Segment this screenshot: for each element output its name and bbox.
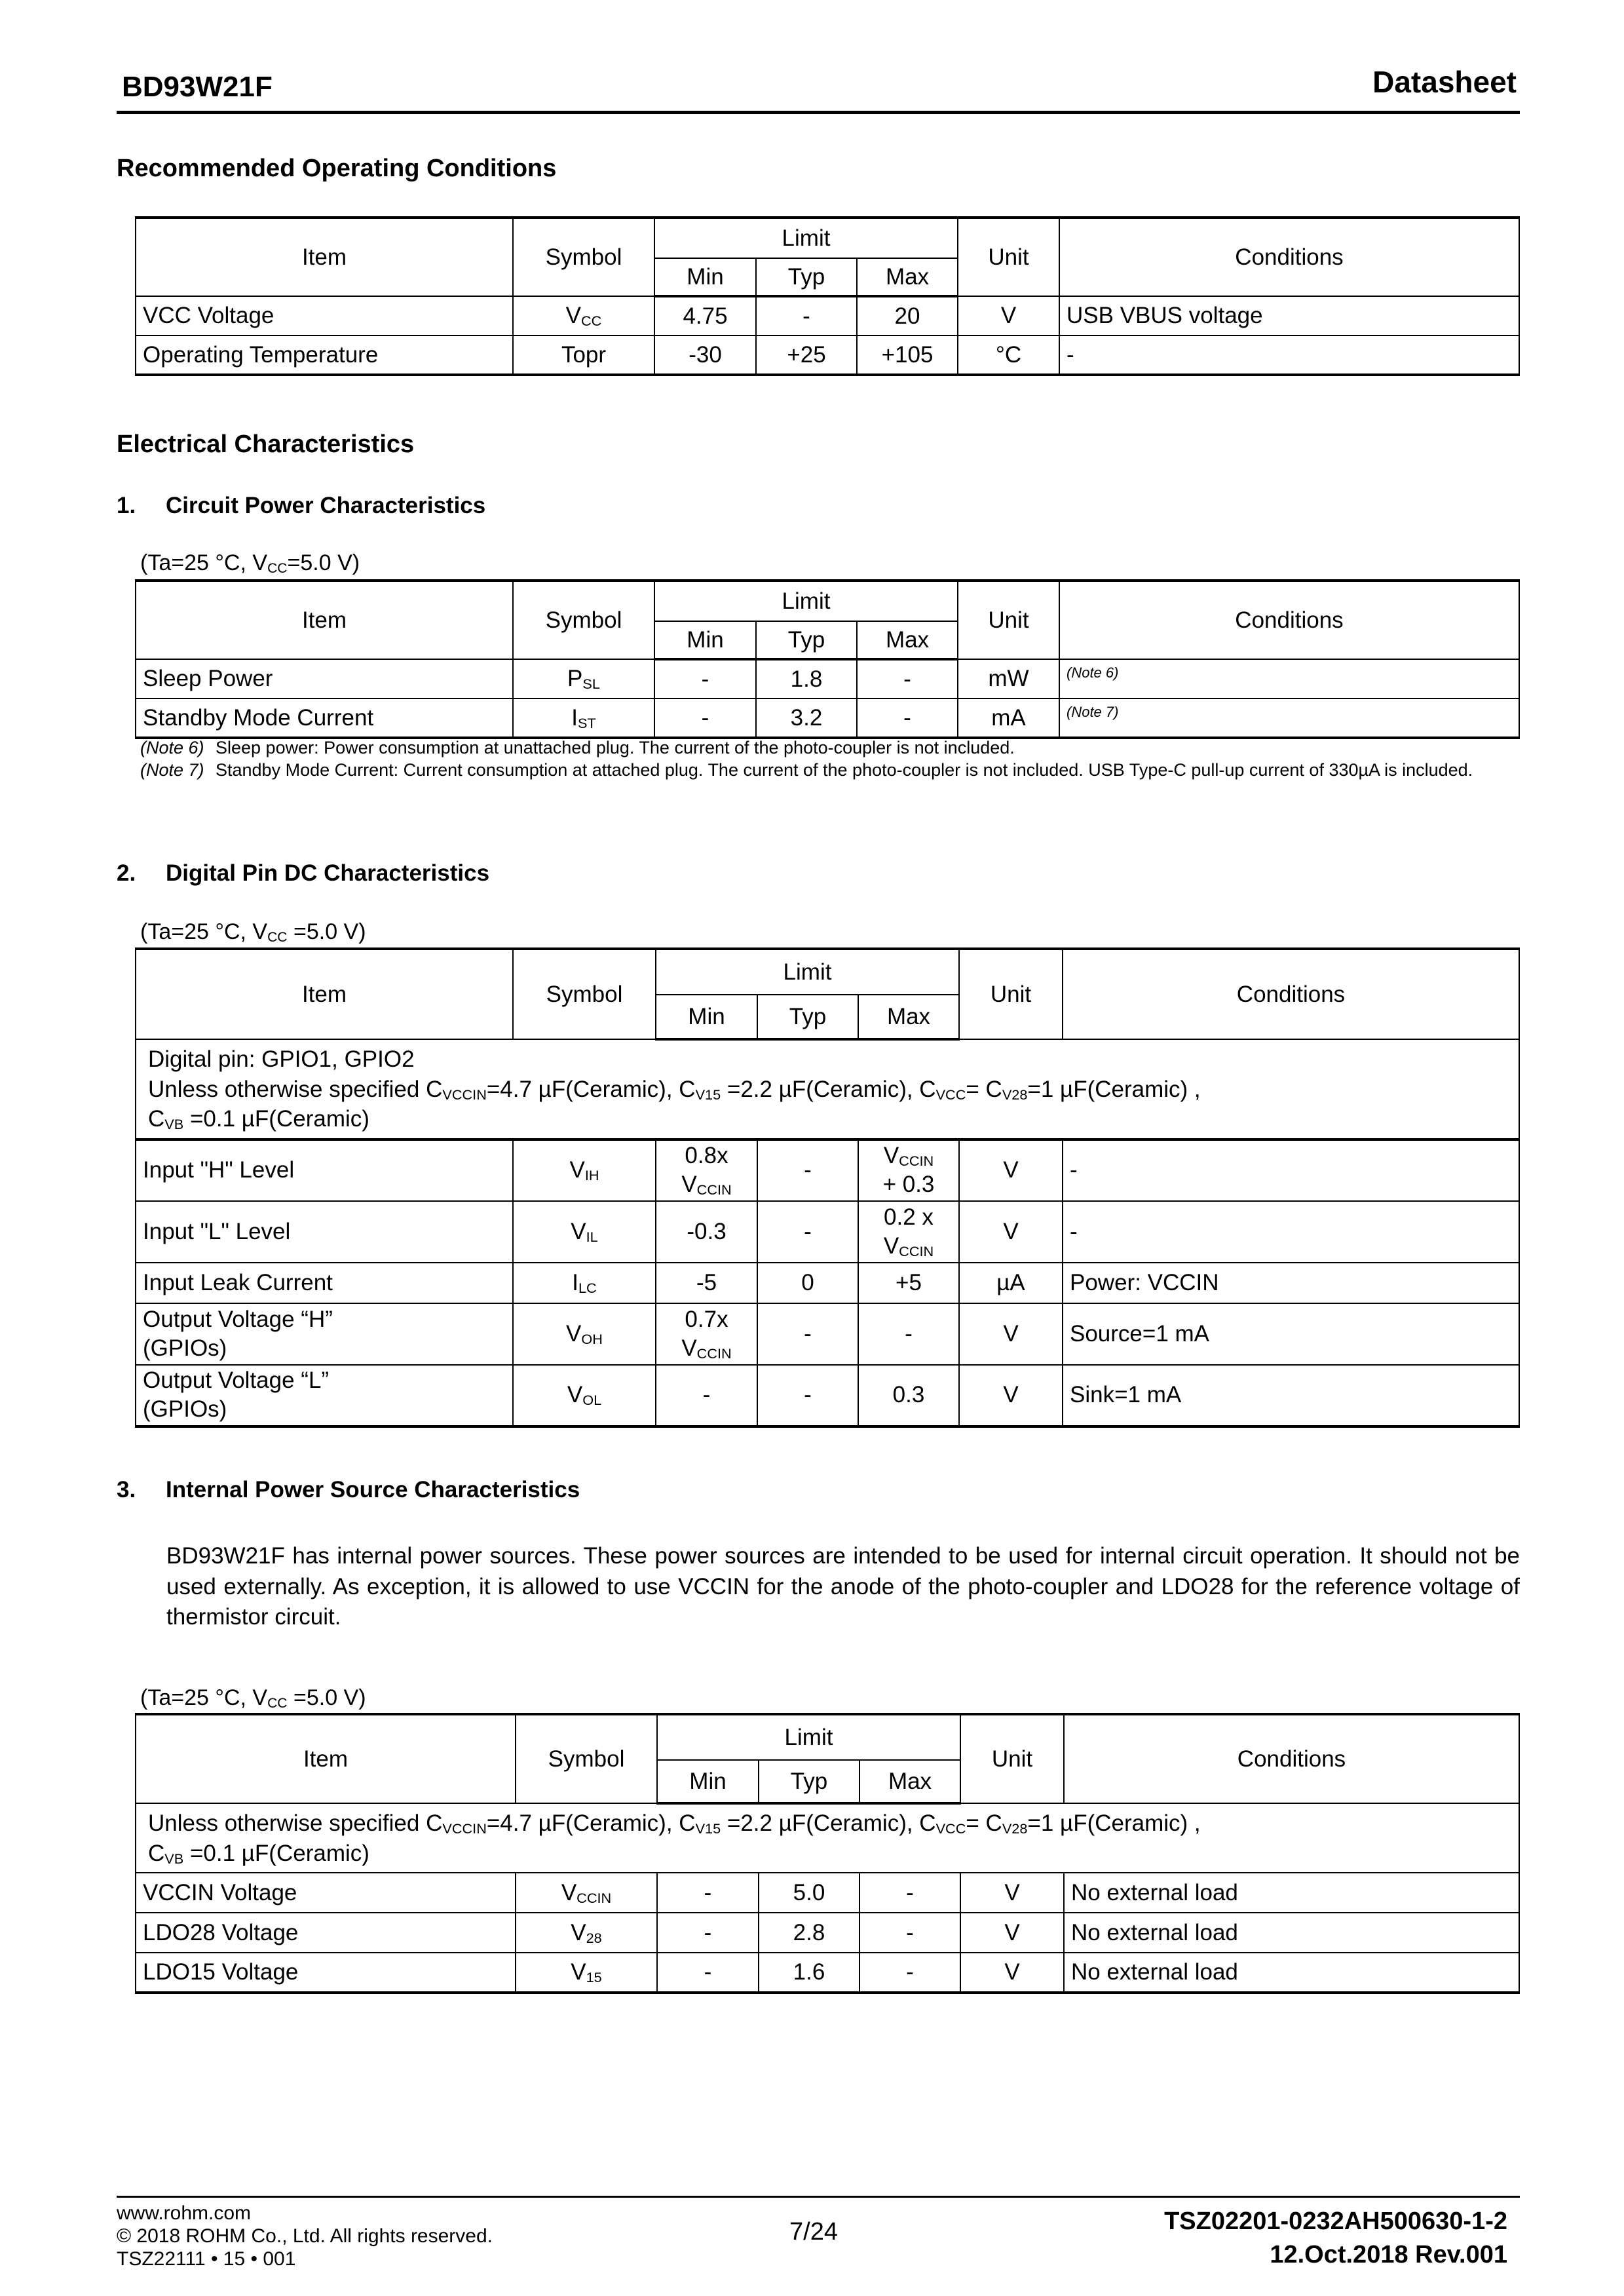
cell-item: LDO28 Voltage: [136, 1913, 516, 1953]
cell-symbol: $I_{ST}$: [513, 698, 654, 738]
col-max: Max: [857, 621, 958, 659]
col-typ: Typ: [756, 621, 857, 659]
col-min: Min: [654, 621, 756, 659]
capacitor-spec: Unless otherwise specified $C_{VCCIN}=4.7$ µF(Ceramic), $C_{V15} =2.2$ µF(Ceramic), $C_{VCC}= C_{V28}=1$ µF(Ceramic) , $C_{VB} =0.1$ µF(Ceramic): [136, 1803, 1519, 1873]
cell-min: 0.7x $V_{CCIN}$: [656, 1303, 757, 1365]
table-row: [136, 698, 1519, 738]
footnote: (Note 7) Standby Mode Current: Current consumption at attached plug. The current of the photo-coupler is not included. USB Type-C pull-up current of 330µA is included.: [140, 759, 1473, 780]
table-header-row: [136, 1714, 1519, 1760]
col-symbol: Symbol: [513, 218, 654, 296]
col-conditions: Conditions: [1063, 949, 1519, 1039]
table-row: [136, 1913, 1519, 1953]
cell-typ: 1.6: [759, 1953, 859, 1993]
cell-max: -: [859, 1873, 960, 1913]
cell-item: Output Voltage “L” (GPIOs): [136, 1365, 513, 1426]
cell-min: -: [654, 698, 756, 738]
col-limit: Limit: [656, 949, 959, 995]
cell-unit: °C: [958, 335, 1059, 375]
col-symbol: Symbol: [513, 581, 654, 659]
cell-typ: -: [757, 1303, 858, 1365]
cell-symbol: $V_{15}$: [516, 1953, 657, 1993]
doc-number: TSZ02201-0232AH500630-1-2: [1164, 2208, 1507, 2235]
test-conditions: (Ta=25 °C, $V_{CC} =5.0$ V): [140, 919, 366, 945]
col-item: Item: [136, 581, 513, 659]
section-title-electrical: Electrical Characteristics: [117, 430, 415, 458]
table-row: [136, 296, 1519, 335]
table-header-row: [136, 581, 1519, 621]
col-min: Min: [657, 1760, 759, 1803]
cell-conditions: No external load: [1064, 1953, 1519, 1993]
col-unit: Unit: [960, 1714, 1064, 1803]
table-row: [136, 335, 1519, 375]
cell-unit: V: [960, 1873, 1064, 1913]
cell-unit: V: [959, 1201, 1063, 1263]
table-row: [136, 1303, 1519, 1365]
cell-typ: 1.8: [756, 659, 857, 698]
cell-max: 0.3: [858, 1365, 959, 1426]
cell-min: -: [657, 1873, 759, 1913]
cell-unit: V: [960, 1913, 1064, 1953]
cell-conditions: Source=1 mA: [1063, 1303, 1519, 1365]
table-header-row: [136, 949, 1519, 995]
cell-max: -: [857, 698, 958, 738]
col-max: Max: [857, 258, 958, 296]
cell-max: +5: [858, 1263, 959, 1303]
capacitor-spec-row: [136, 1803, 1519, 1873]
cell-max: -: [857, 659, 958, 698]
cell-item: Input "L" Level: [136, 1201, 513, 1263]
col-max: Max: [858, 995, 959, 1039]
cell-symbol: $I_{LC}$: [513, 1263, 656, 1303]
cell-min: 0.8x $V_{CCIN}$: [656, 1139, 757, 1201]
footnotes: [140, 737, 1522, 782]
cell-min: -: [657, 1953, 759, 1993]
col-limit: Limit: [654, 218, 958, 258]
table-row: [136, 1263, 1519, 1303]
cell-unit: V: [960, 1953, 1064, 1993]
col-unit: Unit: [959, 949, 1063, 1039]
table-header-row: [136, 218, 1519, 258]
subsection-title-internal-power: 3. Internal Power Source Characteristics: [117, 1477, 580, 1502]
test-conditions: (Ta=25 °C, $V_{CC} =5.0$ V): [140, 1685, 366, 1711]
cell-symbol: $V_{CC}$: [513, 296, 654, 335]
recommended-table: [135, 216, 1520, 376]
header-divider: [117, 111, 1520, 114]
table-row: [136, 1953, 1519, 1993]
cell-symbol: $V_{OH}$: [513, 1303, 656, 1365]
cell-typ: -: [757, 1201, 858, 1263]
cell-item: VCC Voltage: [136, 296, 513, 335]
cell-item: Input "H" Level: [136, 1139, 513, 1201]
internal-power-description: BD93W21F has internal power sources. These power sources are intended to be used for internal circuit operation. It should not be used externally. As exception, it is allowed to use VCCIN for the anode of the photo-coupler and LDO28 for the reference voltage of thermistor circuit.: [166, 1543, 1520, 1630]
cell-max: -: [859, 1913, 960, 1953]
cell-symbol: $V_{IH}$: [513, 1139, 656, 1201]
cell-conditions: -: [1063, 1139, 1519, 1201]
cell-conditions: Sink=1 mA: [1063, 1365, 1519, 1426]
cell-conditions: -: [1063, 1201, 1519, 1263]
cell-item: Input Leak Current: [136, 1263, 513, 1303]
section-title-recommended: Recommended Operating Conditions: [117, 155, 557, 182]
website-link[interactable]: www.rohm.com: [117, 2202, 252, 2224]
cell-unit: V: [959, 1365, 1063, 1426]
cell-unit: mA: [958, 698, 1059, 738]
col-max: Max: [859, 1760, 960, 1803]
cell-max: +105: [857, 335, 958, 375]
cell-min: -: [656, 1365, 757, 1426]
cell-symbol: $V_{28}$: [516, 1913, 657, 1953]
cell-min: -0.3: [656, 1201, 757, 1263]
col-limit: Limit: [654, 581, 958, 621]
table-row: [136, 1201, 1519, 1263]
col-conditions: Conditions: [1059, 581, 1519, 659]
part-number: BD93W21F: [122, 71, 273, 103]
cell-min: -5: [656, 1263, 757, 1303]
cell-item: VCCIN Voltage: [136, 1873, 516, 1913]
col-typ: Typ: [756, 258, 857, 296]
circuit-power-table: [135, 579, 1520, 739]
cell-unit: V: [959, 1139, 1063, 1201]
col-unit: Unit: [958, 218, 1059, 296]
table-row: [136, 659, 1519, 698]
cell-conditions-note-ref: (Note 6): [1059, 659, 1519, 698]
cell-conditions: No external load: [1064, 1873, 1519, 1913]
copyright: © 2018 ROHM Co., Ltd. All rights reserved.: [117, 2225, 493, 2248]
cell-max: -: [859, 1953, 960, 1993]
col-symbol: Symbol: [513, 949, 656, 1039]
cell-unit: V: [959, 1303, 1063, 1365]
table-row: [136, 1139, 1519, 1201]
cell-typ: +25: [756, 335, 857, 375]
cell-conditions: No external load: [1064, 1913, 1519, 1953]
cell-symbol: Topr: [513, 335, 654, 375]
cell-conditions: USB VBUS voltage: [1059, 296, 1519, 335]
cell-symbol: $V_{IL}$: [513, 1201, 656, 1263]
cell-typ: -: [757, 1365, 858, 1426]
cell-unit: µA: [959, 1263, 1063, 1303]
doc-type: Datasheet: [1372, 65, 1517, 99]
cell-min: -: [657, 1913, 759, 1953]
col-min: Min: [654, 258, 756, 296]
internal-power-table: [135, 1713, 1520, 1994]
cell-typ: 5.0: [759, 1873, 859, 1913]
cell-unit: mW: [958, 659, 1059, 698]
cell-max: 20: [857, 296, 958, 335]
cell-item: Sleep Power: [136, 659, 513, 698]
capacitor-spec-row: [136, 1039, 1519, 1139]
cell-max: $V_{CCIN}$ + 0.3: [858, 1139, 959, 1201]
col-conditions: Conditions: [1064, 1714, 1519, 1803]
footer-left: [117, 2202, 493, 2270]
table-row: [136, 1873, 1519, 1913]
cell-conditions: -: [1059, 335, 1519, 375]
cell-min: -30: [654, 335, 756, 375]
col-item: Item: [136, 1714, 516, 1803]
cell-max: -: [858, 1303, 959, 1365]
table-row: [136, 1365, 1519, 1426]
cell-unit: V: [958, 296, 1059, 335]
subsection-title-digital-pin: 2. Digital Pin DC Characteristics: [117, 860, 490, 886]
col-typ: Typ: [757, 995, 858, 1039]
col-min: Min: [656, 995, 757, 1039]
subsection-title-circuit-power: 1. Circuit Power Characteristics: [117, 493, 486, 518]
page-number: 7/24: [789, 2218, 838, 2246]
cell-item: LDO15 Voltage: [136, 1953, 516, 1993]
cell-typ: 2.8: [759, 1913, 859, 1953]
cell-max: 0.2 x $V_{CCIN}$: [858, 1201, 959, 1263]
cell-typ: -: [756, 296, 857, 335]
cell-symbol: $V_{OL}$: [513, 1365, 656, 1426]
date-revision: 12.Oct.2018 Rev.001: [1270, 2241, 1507, 2269]
cell-typ: 0: [757, 1263, 858, 1303]
col-item: Item: [136, 218, 513, 296]
cell-conditions-note-ref: (Note 7): [1059, 698, 1519, 738]
cell-symbol: $P_{SL}$: [513, 659, 654, 698]
cell-item: Operating Temperature: [136, 335, 513, 375]
cell-symbol: $V_{CCIN}$: [516, 1873, 657, 1913]
cell-item: Standby Mode Current: [136, 698, 513, 738]
cell-min: -: [654, 659, 756, 698]
digital-pin-table: [135, 947, 1520, 1428]
footer-right: [1164, 2205, 1507, 2272]
footer-divider: [117, 2196, 1520, 2198]
cell-typ: -: [757, 1139, 858, 1201]
cell-min: 4.75: [654, 296, 756, 335]
cell-conditions: Power: VCCIN: [1063, 1263, 1519, 1303]
cell-typ: 3.2: [756, 698, 857, 738]
capacitor-spec: Digital pin: GPIO1, GPIO2 Unless otherwise specified $C_{VCCIN}=4.7$ µF(Ceramic), $C_{V15} =2.2$ µF(Ceramic), $C_{VCC}= C_{V28}=1$ µF(Ceramic) , $C_{VB} =0.1$ µF(Ceramic): [136, 1039, 1519, 1139]
form-code: TSZ22111 • 15 • 001: [117, 2248, 296, 2270]
col-limit: Limit: [657, 1714, 960, 1760]
test-conditions: (Ta=25 °C, $V_{CC}=5.0$ V): [140, 550, 360, 576]
footnote: (Note 6) Sleep power: Power consumption at unattached plug. The current of the photo-coupler is not included.: [140, 738, 1015, 757]
col-unit: Unit: [958, 581, 1059, 659]
col-item: Item: [136, 949, 513, 1039]
col-conditions: Conditions: [1059, 218, 1519, 296]
col-symbol: Symbol: [516, 1714, 657, 1803]
col-typ: Typ: [759, 1760, 859, 1803]
cell-item: Output Voltage “H” (GPIOs): [136, 1303, 513, 1365]
